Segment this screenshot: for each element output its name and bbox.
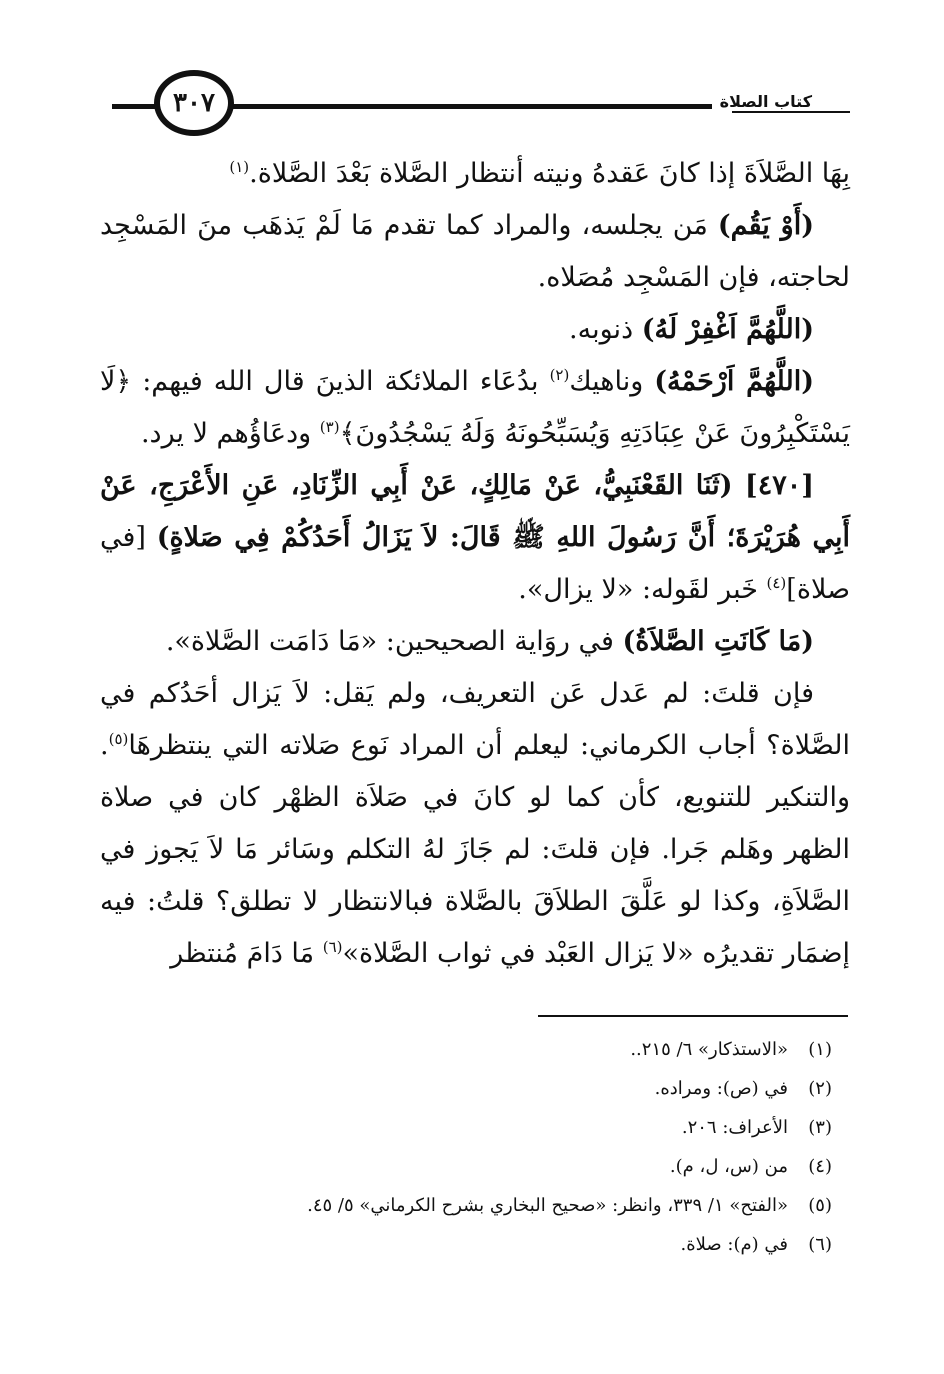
footnote-2 bbox=[180, 1069, 832, 1108]
hadith-text: [٤٧٠] (ثَنَا القَعْنَبِيُّ، عَنْ مَالِكٍ، عَنْ أَبِي الزِّنَادِ، عَنِ الأَعْرَجِ، عَنْ أَبِي هُرَيْرَةَ؛ أَنَّ رَسُولَ اللهِ ﷺ قَالَ: لاَ يَزَالُ أَحَدُكُمْ فِي صَلاةٍ) bbox=[100, 470, 851, 553]
footnote-ref: (٦) bbox=[322, 938, 343, 956]
footnote-ref: (٤) bbox=[766, 574, 787, 592]
page-number-oval bbox=[154, 70, 234, 136]
text-span: [في صلاة] bbox=[100, 522, 850, 605]
page-number: ٣٠٧ bbox=[173, 88, 215, 118]
header-rule-right bbox=[224, 104, 732, 109]
footnote-text: من (س، ل، م). bbox=[669, 1156, 788, 1177]
quran-quote: بدُعَاء الملائكة الذينَ قال الله فيهم: ﴿لَا يَسْتَكْبِرُونَ عَنْ عِبَادَتِهِ وَيُسَبِّحُونَهُ وَلَهُ يَسْجُدُونَ﴾ bbox=[100, 366, 850, 449]
text-span: مَن يجلسه، والمراد كما تقدم مَا لَمْ يَذهَب منَ المَسْجِد لحاجته، فإن المَسْجِد مُصَلاه. bbox=[100, 210, 850, 293]
paragraph-7 bbox=[100, 668, 850, 980]
footnote-separator bbox=[538, 1015, 848, 1017]
text-span: مَا دَامَ مُنتظر bbox=[170, 938, 323, 969]
footnote-4 bbox=[180, 1147, 832, 1186]
footnote-3 bbox=[180, 1108, 832, 1147]
text-span: ودعَاؤُهم لا يرد. bbox=[140, 418, 320, 449]
footnote-number: (٥) bbox=[808, 1195, 832, 1216]
paragraph-2 bbox=[100, 200, 850, 304]
text-span: . والتنكير للتنويع، كأن كما لو كانَ في صَلاَة الظهْر كان في صلاة الظهر وهَلم جَرا. فإن قلتَ: لم جَازَ لهُ التكلم وسَائر مَا لاَ يَجوز في الصَّلاَةِ، وكذا لو عَلَّقَ الطلاَقَ بالصَّلاة فبالانتظار لا تطلق؟ قلتُ: فيه إضمَار تقديرُه «لا يَزال العَبْد في ثواب الصَّلاة» bbox=[100, 730, 850, 969]
text-span: في روَاية الصحيحين: «مَا دَامَت الصَّلاة». bbox=[165, 626, 623, 657]
text-span: فإن قلتَ: لم عَدل عَن التعريف، ولم يَقل: لاَ يَزال أحَدُكم في الصَّلاة؟ أجاب الكرماني: ليعلم أن المراد نَوع صَلاته التي ينتظرهَا bbox=[100, 678, 850, 761]
main-text bbox=[100, 148, 850, 980]
paragraph-5 bbox=[100, 460, 850, 616]
paragraph-1 bbox=[100, 148, 850, 200]
text-span: بِهَا الصَّلاَةَ إذا كانَ عَقدهُ ونيته أنتظار الصَّلاة بَعْدَ الصَّلاة. bbox=[249, 158, 850, 189]
footnotes bbox=[180, 1030, 832, 1264]
paragraph-6 bbox=[100, 616, 850, 668]
footnote-number: (٤) bbox=[808, 1156, 832, 1177]
footnote-ref: (٣) bbox=[319, 418, 340, 436]
text-span: خَبر لقَوله: «لا يزال». bbox=[518, 574, 767, 605]
footnote-6 bbox=[180, 1225, 832, 1264]
footnote-ref: (٥) bbox=[108, 730, 129, 748]
text-span: وناهيك bbox=[569, 366, 655, 397]
page-header bbox=[112, 70, 850, 142]
hadith-phrase: (مَا كَانَتِ الصَّلاَةُ) bbox=[622, 626, 814, 657]
hadith-phrase: (اللَّهُمَّ اَرْحَمْهُ) bbox=[654, 366, 814, 397]
paragraph-3 bbox=[100, 304, 850, 356]
footnote-number: (٢) bbox=[808, 1078, 832, 1099]
hadith-phrase: (أَوْ يَقُم) bbox=[717, 210, 814, 241]
footnote-text: «الاستذكار» ٦/ ٢١٥.. bbox=[630, 1039, 788, 1060]
text-span: ذنوبه. bbox=[569, 314, 642, 345]
footnote-text: الأعراف: ٢٠٦. bbox=[681, 1117, 788, 1138]
paragraph-4 bbox=[100, 356, 850, 460]
footnote-number: (٦) bbox=[808, 1234, 832, 1255]
footnote-text: في (ص): ومراده. bbox=[654, 1078, 788, 1099]
running-title: كتاب الصلاة bbox=[712, 92, 820, 111]
footnote-5 bbox=[180, 1186, 832, 1225]
header-rule-thin bbox=[732, 111, 850, 113]
footnote-ref: (٢) bbox=[549, 366, 570, 384]
footnote-1 bbox=[180, 1030, 832, 1069]
footnote-number: (١) bbox=[808, 1039, 832, 1060]
hadith-phrase: (اللَّهُمَّ اَغْفِرْ لَهُ) bbox=[641, 314, 814, 345]
footnote-ref: (١) bbox=[229, 158, 250, 176]
footnote-number: (٣) bbox=[808, 1117, 832, 1138]
footnote-text: «الفتح» ١/ ٣٣٩، وانظر: «صحيح البخاري بشرح الكرماني» ٥/ ٤٥. bbox=[307, 1195, 788, 1216]
footnote-text: في (م): صلاة. bbox=[680, 1234, 788, 1255]
